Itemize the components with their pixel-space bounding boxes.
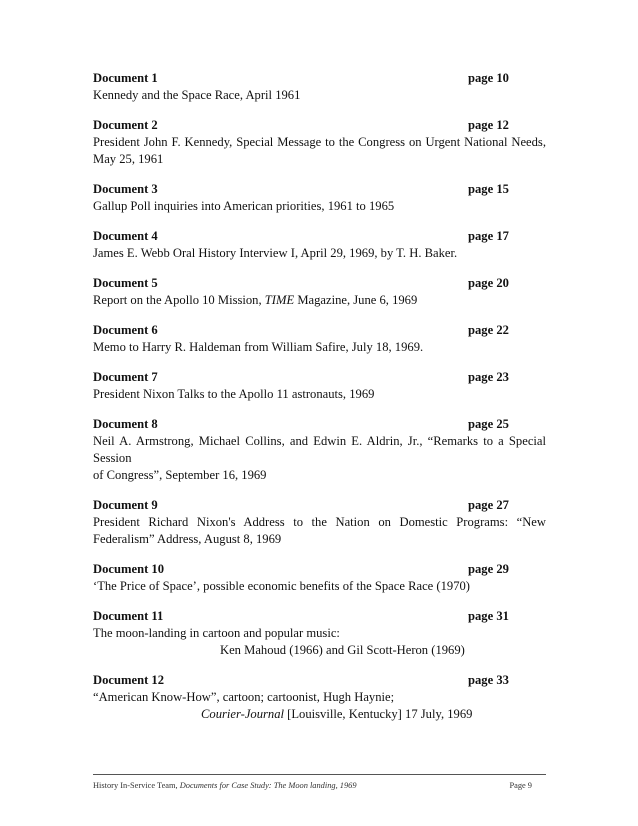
- document-title: Document 8: [93, 417, 158, 431]
- document-description: Courier-Journal [Louisville, Kentucky] 17 July, 1969: [201, 707, 473, 721]
- footer-source: History In-Service Team, Documents for Case Study: The Moon landing, 1969: [93, 781, 357, 790]
- list-item: [93, 416, 546, 484]
- page-number: page 31: [468, 609, 509, 623]
- document-list: [93, 70, 546, 736]
- list-item: [93, 70, 546, 104]
- page-number: page 27: [468, 498, 509, 512]
- document-title: Document 6: [93, 323, 158, 337]
- document-title: Document 11: [93, 609, 164, 623]
- newspaper-title: Courier-Journal: [201, 707, 285, 721]
- page-number: page 10: [468, 71, 509, 85]
- footer-page-number: Page 9: [509, 781, 532, 790]
- document-description: Gallup Poll inquiries into American priorities, 1961 to 1965: [93, 199, 395, 213]
- document-title: Document 1: [93, 71, 158, 85]
- document-description: ‘The Price of Space’, possible economic benefits of the Space Race (1970): [93, 579, 470, 593]
- list-item: [93, 228, 546, 262]
- page-number: page 17: [468, 229, 509, 243]
- page-number: page 23: [468, 370, 509, 384]
- document-description: Report on the Apollo 10 Mission, TIME Magazine, June 6, 1969: [93, 293, 418, 307]
- document-title: Document 10: [93, 562, 165, 576]
- page-number: page 22: [468, 323, 509, 337]
- document-description: Ken Mahoud (1966) and Gil Scott-Heron (1969): [220, 643, 465, 657]
- page-number: page 33: [468, 673, 509, 687]
- list-item: [93, 369, 546, 403]
- page-number: page 25: [468, 417, 509, 431]
- document-description: May 25, 1961: [93, 152, 164, 166]
- page-number: page 15: [468, 182, 509, 196]
- list-item: [93, 181, 546, 215]
- document-description: Federalism” Address, August 8, 1969: [93, 532, 282, 546]
- list-item: [93, 275, 546, 309]
- document-description: Kennedy and the Space Race, April 1961: [93, 88, 301, 102]
- document-title: Document 9: [93, 498, 158, 512]
- list-item: [93, 322, 546, 356]
- document-description: of Congress”, September 16, 1969: [93, 468, 267, 482]
- document-description: Neil A. Armstrong, Michael Collins, and Edwin E. Aldrin, Jr., “Remarks to a Special Session: [93, 434, 546, 465]
- document-title: Document 3: [93, 182, 158, 196]
- document-title: Document 12: [93, 673, 165, 687]
- page-number: page 12: [468, 118, 509, 132]
- page-footer: [93, 774, 546, 790]
- list-item: [93, 561, 546, 595]
- document-description: President Richard Nixon's Address to the Nation on Domestic Programs: “New: [93, 515, 546, 529]
- document-title: Document 5: [93, 276, 158, 290]
- page-number: page 20: [468, 276, 509, 290]
- page-number: page 29: [468, 562, 509, 576]
- list-item: [93, 497, 546, 548]
- document-title: Document 7: [93, 370, 158, 384]
- document-title: Document 4: [93, 229, 158, 243]
- document-description: The moon-landing in cartoon and popular music:: [93, 626, 340, 640]
- list-item: [93, 117, 546, 168]
- document-description: “American Know-How”, cartoon; cartoonist, Hugh Haynie;: [93, 690, 395, 704]
- document-description: President Nixon Talks to the Apollo 11 astronauts, 1969: [93, 387, 375, 401]
- document-description: Memo to Harry R. Haldeman from William Safire, July 18, 1969.: [93, 340, 424, 354]
- list-item: [93, 672, 546, 723]
- document-title: Document 2: [93, 118, 158, 132]
- document-description: President John F. Kennedy, Special Message to the Congress on Urgent National Needs,: [93, 135, 546, 149]
- magazine-title: TIME: [264, 293, 295, 307]
- list-item: [93, 608, 546, 659]
- document-description: James E. Webb Oral History Interview I, April 29, 1969, by T. H. Baker.: [93, 246, 458, 260]
